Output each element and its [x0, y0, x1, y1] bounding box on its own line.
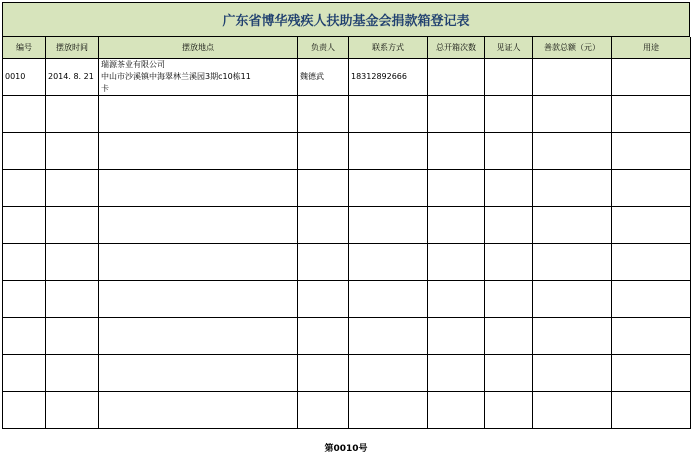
cell-witness — [485, 132, 533, 169]
cell-placement-location — [99, 280, 298, 317]
cell-amount — [533, 95, 612, 132]
table-row — [3, 95, 691, 132]
cell-number — [3, 391, 46, 428]
table-row — [3, 354, 691, 391]
cell-witness — [485, 58, 533, 95]
cell-amount — [533, 58, 612, 95]
cell-witness — [485, 95, 533, 132]
header-person-in-charge: 负责人 — [298, 37, 349, 58]
cell-amount — [533, 391, 612, 428]
cell-placement-location — [99, 391, 298, 428]
cell-number — [3, 132, 46, 169]
cell-number — [3, 169, 46, 206]
cell-amount — [533, 354, 612, 391]
cell-person-in-charge — [298, 206, 349, 243]
cell-contact: 18312892666 — [349, 58, 428, 95]
cell-number — [3, 317, 46, 354]
cell-placement-location — [99, 58, 298, 95]
cell-witness — [485, 169, 533, 206]
cell-contact — [349, 206, 428, 243]
cell-amount — [533, 132, 612, 169]
sheet-title: 广东省博华残疾人扶助基金会捐款箱登记表 — [2, 2, 690, 37]
header-witness: 见证人 — [485, 37, 533, 58]
table-row — [3, 58, 691, 95]
cell-number — [3, 243, 46, 280]
cell-usage — [612, 58, 691, 95]
cell-person-in-charge: 魏德武 — [298, 58, 349, 95]
cell-witness — [485, 317, 533, 354]
cell-placement-location — [99, 169, 298, 206]
location-line: 中山市沙溪镇中海翠林兰溪园3期c10栋11 — [101, 71, 251, 81]
cell-placement-time — [46, 132, 99, 169]
header-open-count: 总开箱次数 — [428, 37, 485, 58]
cell-contact — [349, 132, 428, 169]
table-row — [3, 206, 691, 243]
cell-placement-location — [99, 243, 298, 280]
cell-person-in-charge — [298, 243, 349, 280]
location-line: 卡 — [101, 83, 109, 93]
cell-open-count — [428, 391, 485, 428]
cell-contact — [349, 95, 428, 132]
cell-placement-time — [46, 169, 99, 206]
cell-placement-time — [46, 391, 99, 428]
header-number: 编号 — [3, 37, 46, 58]
cell-usage — [612, 132, 691, 169]
cell-witness — [485, 280, 533, 317]
cell-amount — [533, 206, 612, 243]
table-row — [3, 391, 691, 428]
cell-amount — [533, 169, 612, 206]
cell-placement-time: 2014. 8. 21 — [46, 58, 99, 95]
table-row — [3, 243, 691, 280]
cell-contact — [349, 280, 428, 317]
cell-witness — [485, 243, 533, 280]
cell-number — [3, 280, 46, 317]
table-row — [3, 317, 691, 354]
header-amount: 善款总额（元） — [533, 37, 612, 58]
cell-number — [3, 206, 46, 243]
cell-person-in-charge — [298, 280, 349, 317]
cell-usage — [612, 206, 691, 243]
cell-amount — [533, 280, 612, 317]
cell-witness — [485, 391, 533, 428]
cell-placement-time — [46, 280, 99, 317]
cell-usage — [612, 243, 691, 280]
header-contact: 联系方式 — [349, 37, 428, 58]
table-header-row — [3, 37, 691, 58]
cell-usage — [612, 169, 691, 206]
cell-witness — [485, 354, 533, 391]
header-placement-time: 摆放时间 — [46, 37, 99, 58]
cell-witness — [485, 206, 533, 243]
table-row — [3, 132, 691, 169]
cell-placement-time — [46, 95, 99, 132]
table-row — [3, 280, 691, 317]
registration-sheet — [2, 2, 690, 429]
cell-usage — [612, 280, 691, 317]
cell-person-in-charge — [298, 132, 349, 169]
cell-contact — [349, 354, 428, 391]
cell-open-count — [428, 354, 485, 391]
cell-number — [3, 354, 46, 391]
cell-person-in-charge — [298, 169, 349, 206]
cell-contact — [349, 243, 428, 280]
cell-person-in-charge — [298, 317, 349, 354]
cell-placement-location — [99, 354, 298, 391]
cell-open-count — [428, 243, 485, 280]
cell-placement-time — [46, 243, 99, 280]
cell-open-count — [428, 280, 485, 317]
table-row — [3, 169, 691, 206]
registration-table — [2, 37, 691, 429]
location-line: 瑞源茶业有限公司 — [101, 59, 165, 69]
cell-number: 0010 — [3, 58, 46, 95]
cell-contact — [349, 169, 428, 206]
cell-open-count — [428, 58, 485, 95]
cell-amount — [533, 317, 612, 354]
cell-person-in-charge — [298, 354, 349, 391]
cell-placement-time — [46, 206, 99, 243]
sheet-number: 第0010号 — [324, 444, 368, 454]
cell-placement-location — [99, 206, 298, 243]
cell-usage — [612, 95, 691, 132]
cell-placement-location — [99, 317, 298, 354]
cell-open-count — [428, 95, 485, 132]
cell-amount — [533, 243, 612, 280]
cell-person-in-charge — [298, 95, 349, 132]
cell-contact — [349, 391, 428, 428]
cell-open-count — [428, 317, 485, 354]
cell-person-in-charge — [298, 391, 349, 428]
table-body — [3, 58, 691, 428]
cell-placement-time — [46, 354, 99, 391]
cell-placement-time — [46, 317, 99, 354]
cell-contact — [349, 317, 428, 354]
cell-placement-location — [99, 132, 298, 169]
header-usage: 用途 — [612, 37, 691, 58]
cell-open-count — [428, 132, 485, 169]
cell-open-count — [428, 169, 485, 206]
cell-usage — [612, 391, 691, 428]
header-placement-location: 摆放地点 — [99, 37, 298, 58]
cell-number — [3, 95, 46, 132]
cell-placement-location — [99, 95, 298, 132]
cell-usage — [612, 317, 691, 354]
cell-usage — [612, 354, 691, 391]
cell-open-count — [428, 206, 485, 243]
